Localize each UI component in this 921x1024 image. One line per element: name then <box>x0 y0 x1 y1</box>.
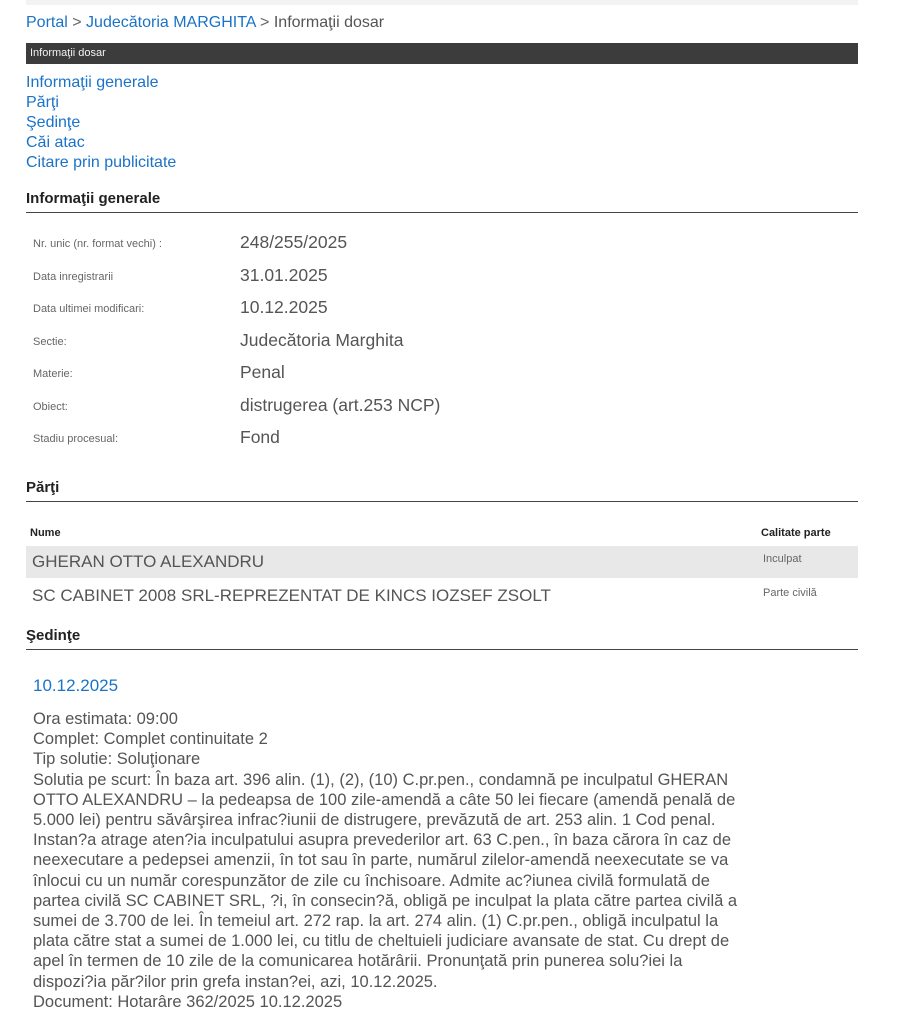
sedinta-solutie-line: OTTO ALEXANDRU – la pedeapsa de 100 zile-amendă a câte 50 lei fiecare (amendă penală de <box>33 790 736 809</box>
sedinta-solutie-line: Instan?a atrage aten?ia inculpatului asupra prevederilor art. 63 C.pen., în baza cărora în caz de <box>33 831 732 850</box>
sedinta-date: 10.12.2025 <box>33 676 119 695</box>
sedinta-solutie-line: înlocui cu un număr corespunzător de zile cu închisoare. Admite ac?iunea civilă formulată de <box>33 871 710 890</box>
breadcrumb-portal-link[interactable]: Portal <box>26 14 68 31</box>
info-row <box>33 427 853 466</box>
party-role: Parte civilă <box>763 587 817 599</box>
info-row <box>33 329 853 369</box>
info-row <box>33 297 853 336</box>
info-row <box>33 362 853 401</box>
sedinta-solutie-line: partea civilă SC CABINET SRL, ?i, în consecin?ă, obligă pe inculpat la plata către partea civilă a <box>33 891 738 910</box>
sedinta-details <box>33 709 863 1012</box>
breadcrumb-court-link[interactable]: Judecătoria MARGHITA <box>86 14 256 31</box>
info-label: Data ultimei modificari: <box>33 303 145 315</box>
info-row <box>33 232 853 271</box>
sedinta-solutie-line: Solutia pe scurt: În baza art. 396 alin. (1), (2), (10) C.pr.pen., condamnă pe inculpatul GHERAN <box>33 770 729 789</box>
section-title-sedinte: Şedinţe <box>26 627 858 650</box>
sedinta-solutie-line: 5.000 lei) pentru săvârşirea infrac?iunii de distrugere, prevăzută de art. 253 alin. 1 Cod penal. <box>33 811 716 830</box>
sedinta-solutie-line: neexecutare a pedepsei amenzii, în tot sau în parte, numărul zilelor-amendă neexecutate se va <box>33 851 729 870</box>
section-header-bar: Informaţii dosar <box>26 43 858 64</box>
info-label: Materie: <box>33 368 73 380</box>
breadcrumb-separator: > <box>72 14 82 31</box>
info-value: Judecătoria Marghita <box>240 329 404 350</box>
info-label: Obiect: <box>33 400 68 413</box>
party-role: Inculpat <box>763 553 802 565</box>
top-strip <box>26 0 858 5</box>
info-value: Fond <box>240 427 280 447</box>
sedinta-complet: Complet: Complet continuitate 2 <box>33 730 268 749</box>
table-row <box>26 546 858 578</box>
info-label: Sectie: <box>33 335 67 348</box>
info-value: 248/255/2025 <box>240 232 348 252</box>
nav-link-cai-atac[interactable]: Căi atac <box>26 134 85 151</box>
table-row <box>26 580 858 612</box>
sedinta-solutie-line: apel în termen de 10 zile de la comunicarea hotărârii. Pronunţată prin punerea solu?iei la <box>33 952 683 971</box>
info-value: 10.12.2025 <box>240 297 328 317</box>
breadcrumb-separator: > <box>260 14 270 31</box>
nav-link-sedinte[interactable]: Şedinţe <box>26 114 81 131</box>
sedinta-solutie-line: dispozi?ia păr?ilor prin grefa instan?ei, azi, 10.12.2025. <box>33 972 438 991</box>
column-header-calitate-parte: Calitate parte <box>761 527 831 539</box>
sedinta-ora: Ora estimata: 09:00 <box>33 710 178 728</box>
info-row <box>33 394 853 434</box>
info-label: Data inregistrarii <box>33 270 114 283</box>
info-value: Penal <box>240 362 285 382</box>
sedinta-tip-solutie: Tip solutie: Soluţionare <box>33 750 201 769</box>
nav-link-parti[interactable]: Părţi <box>26 94 59 111</box>
info-label: Stadiu procesual: <box>33 433 118 445</box>
section-title-parti: Părţi <box>26 479 858 502</box>
party-name: SC CABINET 2008 SRL-REPREZENTAT DE KINCS IOZSEF ZSOLT <box>32 586 551 605</box>
section-nav <box>26 73 176 173</box>
info-value: distrugerea (art.253 NCP) <box>240 394 441 415</box>
info-label: Nr. unic (nr. format vechi) : <box>33 238 162 250</box>
nav-link-informatii-generale[interactable]: Informaţii generale <box>26 74 159 91</box>
nav-link-citare-prin-publicitate[interactable]: Citare prin publicitate <box>26 154 177 171</box>
section-title-informatii-generale: Informaţii generale <box>26 190 858 213</box>
sedinta-document: Document: Hotarâre 362/2025 10.12.2025 <box>33 992 343 1011</box>
breadcrumb-current: Informaţii dosar <box>273 14 385 31</box>
info-row <box>33 264 853 304</box>
breadcrumb <box>26 14 384 32</box>
sedinta-solutie-line: plata către stat a sumei de 1.000 lei, cu titlu de cheltuieli judiciare avansate de stat. Cu drept de <box>33 932 730 951</box>
info-value: 31.01.2025 <box>240 264 328 285</box>
column-header-nume: Nume <box>30 527 61 539</box>
sedinta-solutie-line: sumei de 3.700 de lei. În temeiul art. 272 rap. la art. 274 alin. (1) C.pr.pen., obligă inculpatul la <box>33 912 719 931</box>
party-name: GHERAN OTTO ALEXANDRU <box>32 552 265 571</box>
